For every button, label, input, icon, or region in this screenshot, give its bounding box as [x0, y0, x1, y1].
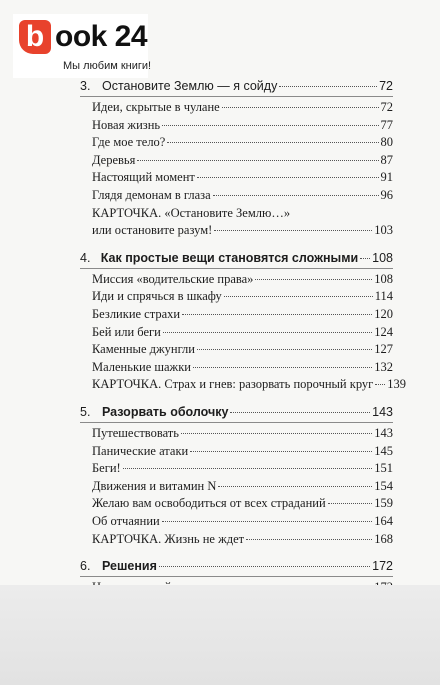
- toc-title: Желаю вам освободиться от всех страданий: [92, 496, 326, 511]
- toc-title: Бей или беги: [92, 324, 161, 339]
- toc-entry[interactable]: [0, 133, 440, 151]
- logo-slogan: Мы любим книги!: [63, 60, 152, 72]
- toc-page-number: 96: [380, 188, 393, 202]
- toc-page-number: 132: [374, 359, 393, 374]
- toc-leader-dots: [123, 468, 373, 469]
- toc-page-number: 77: [380, 117, 393, 132]
- toc-leader-dots: [255, 279, 372, 280]
- toc-title: КАРТОЧКА. «Остановите Землю…»: [92, 205, 291, 220]
- toc-entry[interactable]: [0, 168, 440, 186]
- toc-page-number: 124: [374, 324, 393, 339]
- toc-leader-dots: [137, 160, 378, 161]
- toc-chapter-number: 5.: [80, 405, 91, 419]
- toc-page-number: 80: [380, 135, 393, 150]
- chapter-separator-line: [80, 268, 393, 269]
- toc-leader-dots: [218, 486, 372, 487]
- page-bottom-shadow: [0, 585, 440, 685]
- logo-text: ook 24: [55, 20, 148, 53]
- toc-leader-dots: [193, 367, 372, 368]
- toc-title: Панические атаки: [92, 443, 189, 458]
- toc-entry[interactable]: [0, 270, 440, 288]
- toc-leader-dots: [224, 296, 373, 297]
- toc-title: КАРТОЧКА. Жизнь не ждет: [92, 531, 245, 546]
- chapter-separator-line: [80, 422, 393, 423]
- toc-entry[interactable]: [0, 116, 440, 134]
- toc-page-number: 139: [387, 377, 407, 392]
- toc-entry[interactable]: [0, 221, 440, 239]
- toc-page-number: 172: [372, 559, 393, 574]
- toc-title: Глядя демонам в глаза: [92, 188, 211, 202]
- toc-title: Идеи, скрытые в чулане: [92, 100, 220, 114]
- toc-chapter-number: 6.: [80, 559, 91, 574]
- toc-page-number: 108: [374, 271, 393, 286]
- logo-badge-icon: b: [19, 20, 51, 54]
- toc-page-number: 103: [374, 223, 393, 238]
- toc-title: КАРТОЧКА. Страх и гнев: разорвать порочный круг: [92, 377, 374, 392]
- toc-chapter[interactable]: [0, 77, 440, 95]
- toc-page-number: 151: [374, 461, 393, 476]
- toc-entry[interactable]: [0, 477, 440, 495]
- toc-title: или остановите разум!: [92, 223, 213, 238]
- toc-entry[interactable]: [0, 512, 440, 530]
- toc-leader-dots: [375, 384, 385, 385]
- toc-title: Как простые вещи становятся сложными: [100, 250, 359, 265]
- toc-chapter-number: 4.: [80, 250, 91, 265]
- toc-page-number: 87: [380, 152, 393, 167]
- toc-leader-dots: [197, 349, 372, 350]
- toc-leader-dots: [182, 314, 372, 315]
- toc-title: Решения: [102, 559, 157, 574]
- toc-page-number: 159: [374, 496, 393, 511]
- toc-page-number: 143: [374, 426, 393, 440]
- toc-leader-dots: [163, 332, 372, 333]
- toc-leader-dots: [162, 125, 378, 126]
- toc-leader-dots: [167, 142, 378, 143]
- toc-chapter-number: 3.: [80, 79, 91, 93]
- toc-page-number: 91: [380, 170, 393, 185]
- toc-title: Каменные джунгли: [92, 342, 195, 357]
- toc-title: Где мое тело?: [92, 135, 166, 150]
- toc-entry[interactable]: [0, 151, 440, 169]
- toc-title: Разорвать оболочку: [102, 405, 229, 419]
- toc-leader-dots: [213, 195, 379, 196]
- toc-page-number: 114: [374, 289, 393, 304]
- book24-logo[interactable]: [13, 14, 152, 78]
- toc-title: Деревья: [92, 152, 136, 167]
- toc-page-number: 168: [374, 531, 393, 546]
- toc-chapter[interactable]: [0, 249, 440, 267]
- toc-leader-dots: [162, 521, 373, 522]
- toc-entry[interactable]: [0, 287, 440, 305]
- toc-page-number: 143: [372, 405, 393, 419]
- toc-entry[interactable]: [0, 530, 440, 548]
- toc-entry[interactable]: [0, 186, 440, 204]
- toc-page-number: 120: [374, 307, 393, 321]
- toc-title: Новая жизнь: [92, 117, 161, 132]
- toc-page-number: 164: [374, 514, 393, 528]
- toc-leader-dots: [246, 539, 372, 540]
- toc-leader-dots: [328, 503, 373, 504]
- toc-title: Остановите Землю — я сойду: [102, 79, 278, 93]
- toc-leader-dots: [181, 433, 372, 434]
- toc-leader-dots: [230, 412, 370, 413]
- toc-page-number: 145: [374, 443, 393, 458]
- toc-page-number: 72: [380, 100, 393, 114]
- toc-chapter[interactable]: [0, 557, 440, 575]
- toc-title: Настоящий момент: [92, 170, 195, 185]
- toc-leader-dots: [222, 107, 379, 108]
- toc-entry[interactable]: [0, 98, 440, 116]
- toc-leader-dots: [197, 177, 379, 178]
- toc-entry[interactable]: [0, 442, 440, 460]
- toc-title: Путешествовать: [92, 426, 179, 440]
- toc-entry[interactable]: [0, 305, 440, 323]
- toc-leader-dots: [214, 230, 372, 231]
- toc-entry[interactable]: [0, 204, 440, 222]
- toc-title: Движения и витамин N: [92, 478, 217, 493]
- toc-leader-dots: [190, 451, 372, 452]
- toc-title: Иди и спрячься в шкафу: [92, 289, 222, 304]
- toc-entry[interactable]: [0, 358, 440, 376]
- toc-page-number: 127: [374, 342, 393, 357]
- toc-title: Миссия «водительские права»: [92, 271, 254, 286]
- toc-entry[interactable]: [0, 340, 440, 358]
- toc-title: Об отчаянии: [92, 514, 160, 528]
- chapter-separator-line: [80, 96, 393, 97]
- toc-chapter[interactable]: [0, 403, 440, 421]
- toc-leader-dots: [360, 258, 370, 259]
- toc-title: Маленькие шажки: [92, 359, 191, 374]
- toc-leader-dots: [159, 566, 370, 567]
- toc-entry[interactable]: [0, 375, 440, 393]
- toc-entry[interactable]: [0, 494, 440, 512]
- toc-entry[interactable]: [0, 424, 440, 442]
- toc-title: Беги!: [92, 461, 121, 476]
- toc-title: Безликие страхи: [92, 307, 181, 321]
- chapter-separator-line: [80, 576, 393, 577]
- toc-leader-dots: [279, 86, 377, 87]
- toc-entry[interactable]: [0, 459, 440, 477]
- toc-entry[interactable]: [0, 323, 440, 341]
- toc-page-number: 72: [379, 79, 393, 93]
- toc-page-number: 154: [374, 478, 393, 493]
- toc-page-number: 108: [372, 250, 393, 265]
